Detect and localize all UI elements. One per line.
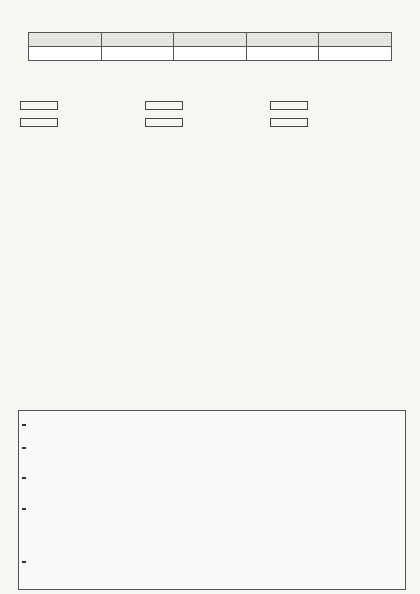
note-number: [22, 561, 26, 563]
note-item: [22, 506, 400, 513]
legend-item-no-env: [270, 118, 312, 127]
legend-item-unknown: [145, 118, 187, 127]
chart-legend: [20, 101, 410, 137]
notes-box: [18, 410, 406, 590]
summary-table: [28, 32, 392, 61]
legend-item-disagree: [20, 118, 62, 127]
legend-item-somewhat-disagree: [270, 101, 312, 110]
summary-header: [319, 33, 392, 47]
legend-swatch: [20, 101, 58, 110]
summary-header: [101, 33, 174, 47]
note-number: [22, 447, 26, 449]
summary-value: [246, 47, 319, 61]
note-number: [22, 424, 26, 426]
summary-value-row: [29, 47, 392, 61]
legend-item-somewhat-agree: [145, 101, 187, 110]
note-item: [22, 422, 400, 429]
legend-item-agree: [20, 101, 62, 110]
note-number: [22, 508, 26, 510]
summary-header: [29, 33, 102, 47]
stacked-bar-chart: [0, 140, 420, 408]
summary-value: [319, 47, 392, 61]
note-number: [22, 477, 26, 479]
legend-swatch: [270, 118, 308, 127]
note-item: [22, 559, 400, 566]
note-item: [22, 475, 400, 482]
legend-swatch: [145, 118, 183, 127]
summary-value: [174, 47, 247, 61]
summary-header: [174, 33, 247, 47]
summary-value: [29, 47, 102, 61]
legend-swatch: [270, 101, 308, 110]
note-item: [22, 445, 400, 452]
legend-swatch: [145, 101, 183, 110]
summary-value: [101, 47, 174, 61]
summary-header: [246, 33, 319, 47]
summary-header-row: [29, 33, 392, 47]
legend-swatch: [20, 118, 58, 127]
